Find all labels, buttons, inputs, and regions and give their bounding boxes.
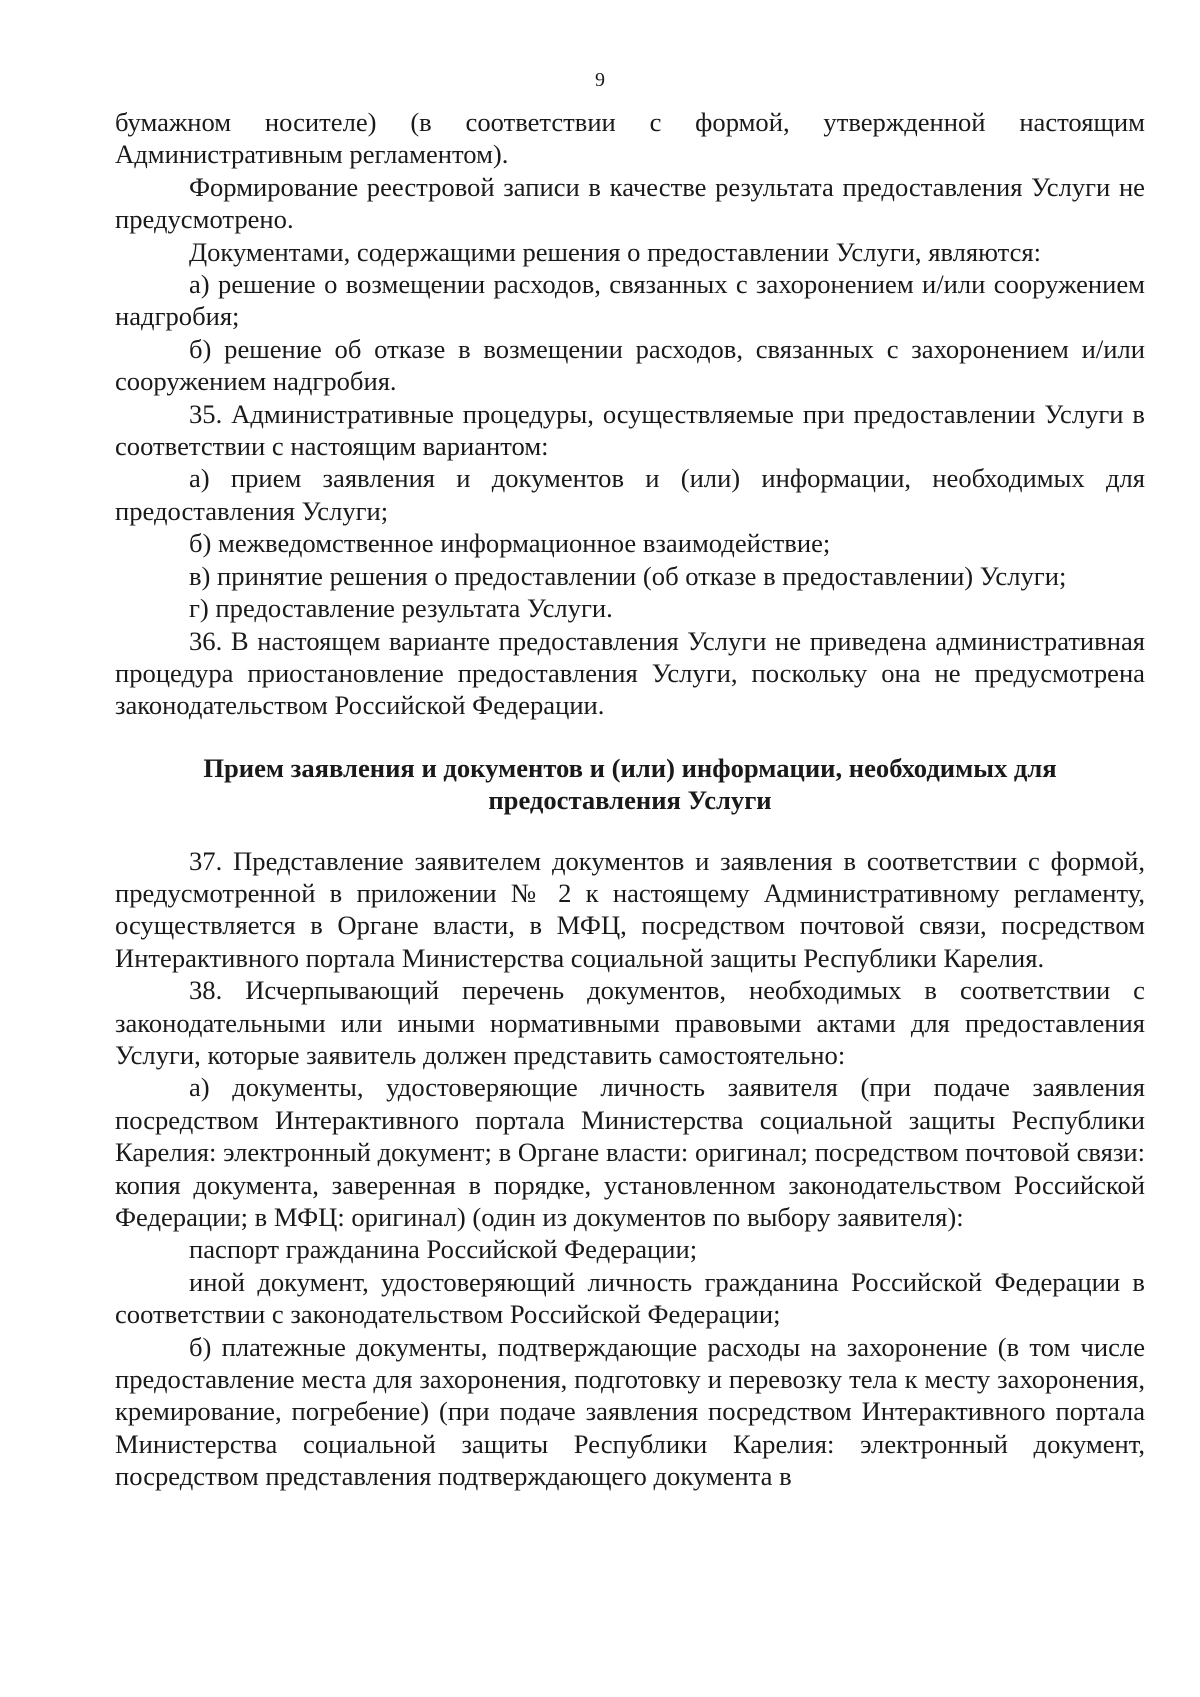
paragraph: г) предоставление результата Услуги. (189, 593, 613, 624)
paragraph: б) платежные документы, подтверждающие расходы на захоронение (в том числе предоставление места для захоронения, подготовку и перевозку тела к месту захоронения, кремирование, погребение) (при подаче заявления посредством Интерактивного портала Министерства социальной защиты Республики Карелия: электронный документ, посредством представления подтверждающего документа в (115, 1331, 1145, 1492)
paragraph: Документами, содержащими решения о предоставлении Услуги, являются: (189, 236, 1042, 267)
paragraph: в) принятие решения о предоставлении (об отказе в предоставлении) Услуги; (189, 560, 1067, 591)
paragraph: паспорт гражданина Российской Федерации; (189, 1234, 698, 1265)
paragraphs-before (115, 106, 1145, 722)
section-heading: Прием заявления и документов и (или) информации, необходимых для предоставления Услуги (203, 752, 1057, 816)
paragraph: б) решение об отказе в возмещении расходов, связанных с захоронением и/или сооружением надгробия. (115, 333, 1145, 397)
paragraph: 36. В настоящем варианте предоставления Услуги не приведена административная процедура приостановление предоставления Услуги, поскольку она не предусмотрена законодательством Российской Федерации. (115, 625, 1145, 721)
paragraph: а) документы, удостоверяющие личность заявителя (при подаче заявления посредством Интерактивного портала Министерства социальной защиты Республики Карелия: электронный документ; в Органе власти: оригинал; посредством почтовой связи: копия документа, заверенная в порядке, установленном законодательством Российской Федерации; в МФЦ: оригинал) (один из документов по выбору заявителя): (115, 1072, 1145, 1232)
paragraph: б) межведомственное информационное взаимодействие; (189, 528, 831, 559)
paragraphs-after (115, 845, 1145, 1493)
paragraph: Формирование реестровой записи в качестве результата предоставления Услуги не предусмотрено. (115, 171, 1145, 235)
document-body (115, 106, 1145, 1493)
paragraph: иной документ, удостоверяющий личность гражданина Российской Федерации в соответствии с законодательством Российской Федерации; (115, 1266, 1145, 1330)
paragraph: 37. Представление заявителем документов и заявления в соответствии с формой, предусмотренной в приложении № 2 к настоящему Административному регламенту, осуществляется в Органе власти, в МФЦ, посредством почтовой связи, посредством Интерактивного портала Министерства социальной защиты Республики Карелия. (115, 845, 1145, 973)
paragraph: 38. Исчерпывающий перечень документов, необходимых в соответствии с законодательными или иными нормативными правовыми актами для предоставления Услуги, которые заявитель должен представить самостоятельно: (115, 975, 1145, 1070)
paragraph: 35. Административные процедуры, осуществляемые при предоставлении Услуги в соответствии с настоящим вариантом: (115, 398, 1145, 462)
paragraph: а) решение о возмещении расходов, связанных с захоронением и/или сооружением надгробия; (115, 269, 1145, 332)
paragraph: бумажном носителе) (в соответствии с формой, утвержденной настоящим Административным регламентом). (115, 107, 1145, 170)
paragraph: а) прием заявления и документов и (или) информации, необходимых для предоставления Услуги; (115, 463, 1145, 526)
page-number: 9 (595, 69, 605, 91)
